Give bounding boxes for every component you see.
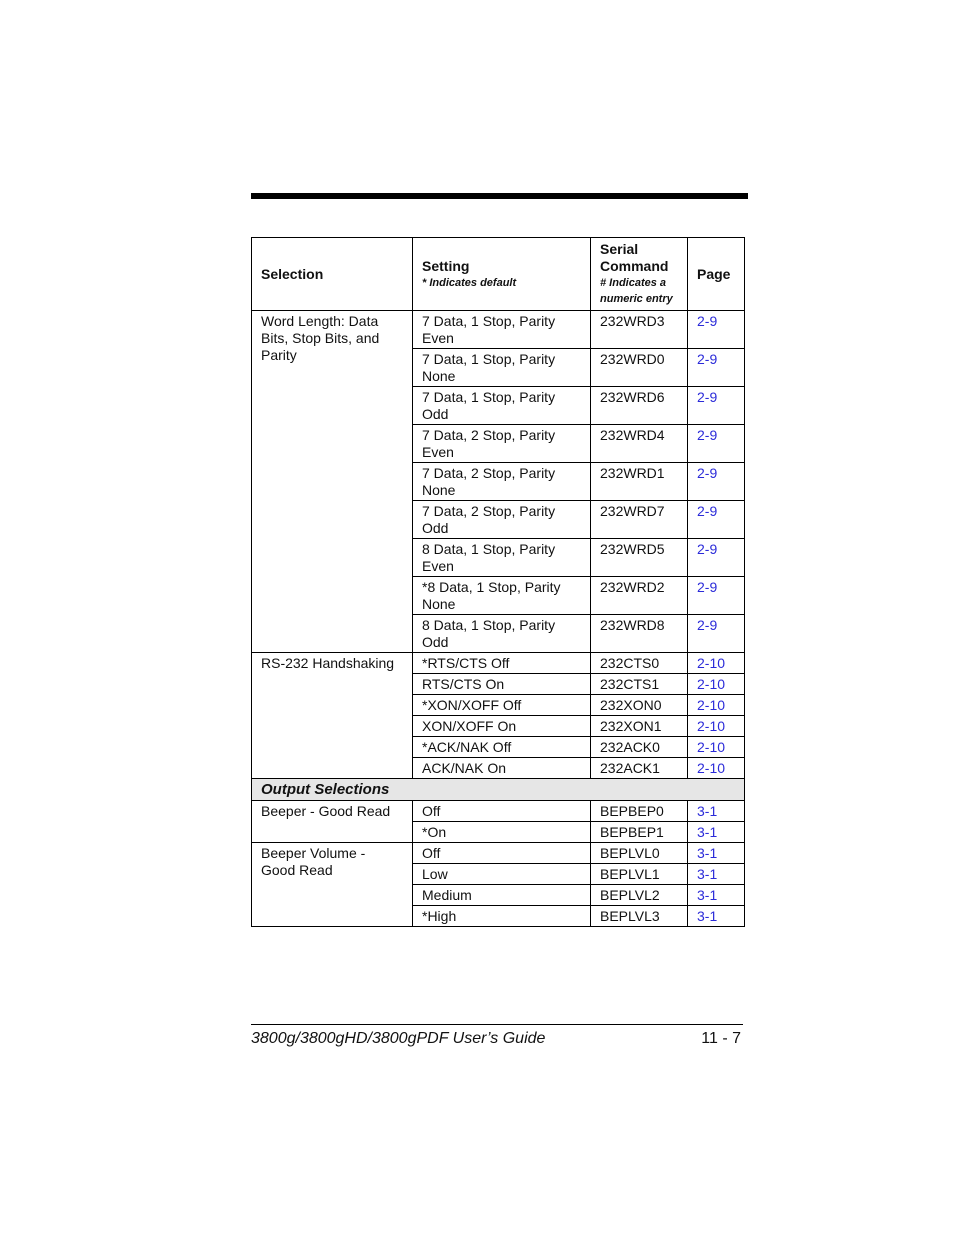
footer-rule [251,1024,743,1025]
serial-command-cell: 232XON1 [591,716,688,737]
page-cell [688,387,745,425]
serial-command-cell: BEPLVL0 [591,843,688,864]
page-link[interactable]: 3-1 [697,908,718,924]
page-link[interactable]: 2-9 [697,541,718,557]
page-link[interactable]: 2-10 [697,676,726,692]
section-title: Output Selections [252,779,745,801]
setting-cell: Off [413,843,591,864]
serial-command-cell: 232WRD8 [591,615,688,653]
header-serial-note: # Indicates a numeric entry [600,277,673,305]
setting-cell: *High [413,906,591,927]
page-link[interactable]: 2-10 [697,697,726,713]
serial-command-cell: 232WRD0 [591,349,688,387]
page-cell [688,615,745,653]
table-header-row [252,238,745,311]
page-cell [688,539,745,577]
top-rule [251,193,748,199]
page-link[interactable]: 2-10 [697,655,726,671]
footer-title: 3800g/3800gHD/3800gPDF User’s Guide [251,1030,546,1047]
serial-command-cell: 232WRD4 [591,425,688,463]
page-cell [688,864,745,885]
page-link[interactable]: 3-1 [697,845,718,861]
page-cell [688,885,745,906]
page-cell [688,501,745,539]
header-setting: Setting * Indicates default [413,238,591,311]
table-body [252,311,745,927]
table-row [252,801,745,822]
page-cell [688,674,745,695]
setting-cell: ACK/NAK On [413,758,591,779]
setting-cell: Off [413,801,591,822]
serial-command-cell: 232WRD1 [591,463,688,501]
page-cell [688,463,745,501]
page-cell [688,758,745,779]
table-row [252,653,745,674]
header-setting-note: * Indicates default [422,276,517,289]
table-row [252,843,745,864]
serial-command-cell: 232ACK1 [591,758,688,779]
serial-command-cell: 232WRD5 [591,539,688,577]
footer-page-number: 11 - 7 [701,1030,741,1047]
setting-cell: 8 Data, 1 Stop, Parity Even [413,539,591,577]
setting-cell: 7 Data, 1 Stop, Parity Even [413,311,591,349]
page-cell [688,801,745,822]
page-link[interactable]: 2-9 [697,313,718,329]
section-row [252,779,745,801]
page-cell [688,716,745,737]
serial-command-cell: BEPLVL2 [591,885,688,906]
table-row [252,311,745,349]
setting-cell: 7 Data, 2 Stop, Parity Even [413,425,591,463]
serial-command-cell: 232CTS0 [591,653,688,674]
header-page: Page [688,238,745,311]
setting-cell: Medium [413,885,591,906]
page-cell [688,843,745,864]
setting-cell: 7 Data, 1 Stop, Parity None [413,349,591,387]
page-link[interactable]: 3-1 [697,866,718,882]
page-cell [688,311,745,349]
page-cell [688,822,745,843]
page-link[interactable]: 3-1 [697,824,718,840]
page-cell [688,737,745,758]
page-link[interactable]: 2-9 [697,427,718,443]
page-link[interactable]: 2-9 [697,351,718,367]
header-selection: Selection [252,238,413,311]
page-cell [688,653,745,674]
selection-cell: Beeper - Good Read [252,801,413,843]
page-link[interactable]: 3-1 [697,887,718,903]
serial-command-cell: 232XON0 [591,695,688,716]
page-link[interactable]: 2-9 [697,465,718,481]
setting-cell: Low [413,864,591,885]
header-serial-command: Serial Command # Indicates a numeric entry [591,238,688,311]
setting-cell: 7 Data, 2 Stop, Parity None [413,463,591,501]
setting-cell: *On [413,822,591,843]
serial-command-cell: BEPBEP0 [591,801,688,822]
setting-cell: XON/XOFF On [413,716,591,737]
serial-command-cell: 232WRD2 [591,577,688,615]
page-cell [688,425,745,463]
page-cell [688,577,745,615]
serial-command-cell: 232WRD7 [591,501,688,539]
setting-cell: *XON/XOFF Off [413,695,591,716]
page-link[interactable]: 2-9 [697,579,718,595]
page-link[interactable]: 2-10 [697,760,726,776]
serial-command-cell: 232ACK0 [591,737,688,758]
page-link[interactable]: 2-10 [697,739,726,755]
setting-cell: *ACK/NAK Off [413,737,591,758]
setting-cell: 8 Data, 1 Stop, Parity Odd [413,615,591,653]
page-link[interactable]: 2-9 [697,503,718,519]
selection-cell: RS-232 Handshaking [252,653,413,779]
setting-cell: 7 Data, 2 Stop, Parity Odd [413,501,591,539]
page-cell [688,906,745,927]
serial-command-cell: BEPLVL3 [591,906,688,927]
setting-cell: *RTS/CTS Off [413,653,591,674]
serial-command-cell: 232WRD3 [591,311,688,349]
serial-command-cell: 232WRD6 [591,387,688,425]
serial-command-cell: 232CTS1 [591,674,688,695]
setting-cell: 7 Data, 1 Stop, Parity Odd [413,387,591,425]
selection-cell: Beeper Volume - Good Read [252,843,413,927]
setting-cell: RTS/CTS On [413,674,591,695]
selection-cell: Word Length: Data Bits, Stop Bits, and Parity [252,311,413,653]
serial-command-cell: BEPLVL1 [591,864,688,885]
page-cell [688,349,745,387]
page-link[interactable]: 2-9 [697,617,718,633]
page-link[interactable]: 3-1 [697,803,718,819]
page-link[interactable]: 2-9 [697,389,718,405]
setting-cell: *8 Data, 1 Stop, Parity None [413,577,591,615]
serial-command-table [251,237,745,927]
page-cell [688,695,745,716]
page-link[interactable]: 2-10 [697,718,726,734]
serial-command-cell: BEPBEP1 [591,822,688,843]
